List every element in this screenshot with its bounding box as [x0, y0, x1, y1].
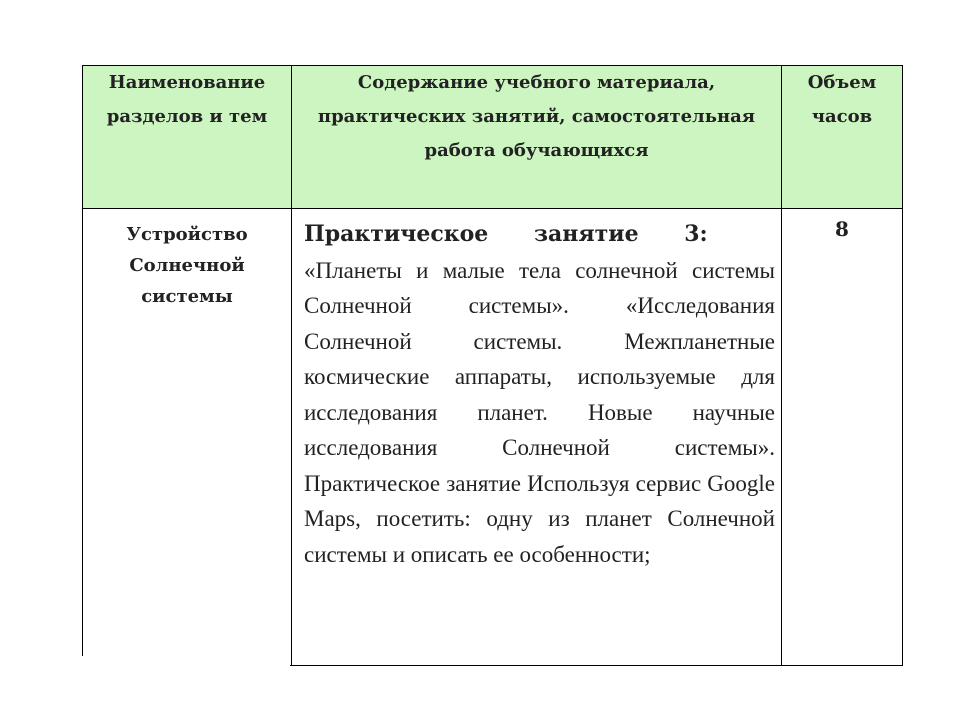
table-edge-mask [78, 656, 290, 668]
curriculum-table [82, 65, 903, 666]
header-content: Содержание учебного материала, практических занятий, самостоятельная работа обучающихся [292, 66, 782, 209]
header-topic: Наименование разделов и тем [83, 66, 292, 209]
cell-content [292, 209, 782, 666]
header-hours: Объем часов [782, 66, 903, 209]
content-lead: Практическое занятие 3: [304, 221, 708, 247]
cell-topic: Устройство Солнечной системы [83, 209, 292, 666]
table-row [83, 209, 903, 666]
table-header-row [83, 66, 903, 209]
content-text: «Планеты и малые тела солнечной системы Солнечной системы». «Исследования Солнечной системы. Межпланетные космические аппараты, используемые для исследования планет. Новые научные исследования Солнечной системы». Практическое занятие Используя сервис Google Maps, посетить: одну из планет Солнечной системы и описать ее особенности; [304, 257, 775, 567]
cell-hours: 8 [782, 209, 903, 666]
